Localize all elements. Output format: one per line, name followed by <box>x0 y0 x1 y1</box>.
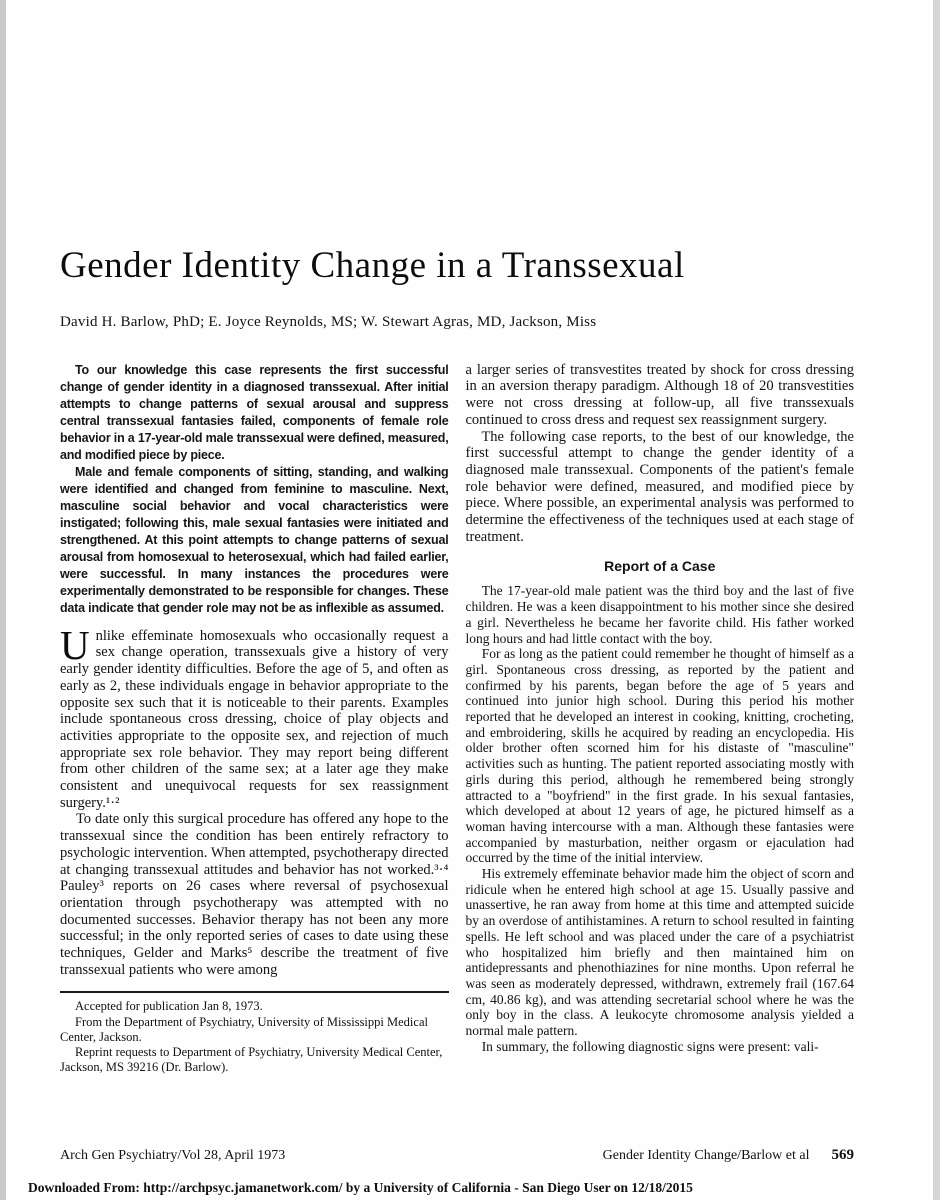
footer-right-group <box>603 1147 854 1164</box>
section-heading-report-of-a-case: Report of a Case <box>604 558 716 575</box>
page-scan-edge-right <box>933 0 940 1200</box>
footer-page-number: 569 <box>831 1147 854 1163</box>
left-body-text <box>60 621 449 979</box>
intro-paragraph <box>60 621 449 812</box>
footnote-item: Reprint requests to Department of Psychiatry, University Medical Center, Jackson, MS 39216 (Dr. Barlow). <box>60 1045 443 1075</box>
download-provenance-notice: Downloaded From: http://archpsyc.jamanetwork.com/ by a University of California - San Diego User on 12/18/2015 <box>28 1180 693 1195</box>
case-paragraph: His extremely effeminate behavior made him the object of scorn and ridicule when he entered high school at age 15. Usually passive and unassertive, he ran away from home at this time and attempted suicide by an overdose of antihistamines. A return to school resulted in fainting spells. He left school and was placed under the care of a psychiatrist who hospitalized him briefly and then maintained him on antidepressants and phenothiazines for nine months. Upon referral he was seen as moderately depressed, withdrawn, extremely frail (167.64 cm, 40.86 kg), and was attending secretarial school where he was the only boy in the class. A leukocyte chromosome analysis yielded a normal male pattern. <box>465 866 854 1039</box>
case-paragraph: In summary, the following diagnostic signs were present: vali- <box>481 1038 819 1054</box>
drop-cap-letter: U <box>60 621 90 668</box>
right-column <box>466 362 855 1055</box>
case-paragraph: The 17-year-old male patient was the third boy and the last of five children. He was a keen disappointment to his mother since she desired a girl. Nevertheless he became her favorite child. His father worked long hours and had little contact with the boy. <box>465 583 854 646</box>
footnote-item: From the Department of Psychiatry, University of Mississippi Medical Center, Jackson. <box>60 1014 428 1044</box>
footer-journal-citation: Arch Gen Psychiatry/Vol 28, April 1973 <box>60 1148 286 1163</box>
footnote-item: Accepted for publication Jan 8, 1973. <box>75 999 263 1014</box>
continuation-paragraph: a larger series of transvestites treated by shock for cross dressing in an aversion therapy paradigm. Although 18 of 20 transvestities were not cross dressing at follow-up, all five transsexuals continued to cross dress and request sex reassignment surgery. <box>465 361 854 428</box>
body-paragraph: To date only this surgical procedure has offered any hope to the transsexual since the condition has been entirely refractory to psychologic intervention. When attempted, psychotherapy directed at changing transsexual attitudes and behavior has not worked.³·⁴ Pauley³ reports on 26 cases where reversal of psychosexual orientation through psychotherapy was attempted with no documented successes. Behavior therapy has not been any more successful; in the only reported series of cases to date using these techniques, Gelder and Marks⁵ describe the treatment of five transsexual patients who were among <box>60 811 449 978</box>
article-byline: David H. Barlow, PhD; E. Joyce Reynolds, MS; W. Stewart Agras, MD, Jackson, Miss <box>60 313 597 330</box>
case-paragraph: For as long as the patient could remember he thought of himself as a girl. Spontaneous cross dressing, as reported by the patient and confirmed by his parents, began before the age of 5 years and continued into junior high school. During this period his mother reported that he developed an interest in cooking, knitting, crocheting, and embroidering, skills he acquired by reading an encyclopedia. His older brother often scorned him for his distaste of "masculine" activities such as hunting. The patient reported associating mostly with girls during this period, although he remembered being strongly attracted to a "boyfriend" in the first grade. In his sexual fantasies, which developed at about 12 years of age, he pictured himself as a woman having intercourse with a man. Although these fantasies were accompanied by masturbation, neither orgasm or ejaculation had occurred by the time of the initial interview. <box>465 646 854 866</box>
article-content <box>60 246 854 1075</box>
abstract-block <box>60 362 449 617</box>
footer-running-title: Gender Identity Change/Barlow et al <box>602 1148 810 1163</box>
body-paragraph: The following case reports, to the best of our knowledge, the first successful attempt to change the gender identity of a diagnosed male transsexual. Components of the patient's female role behavior were defined, measured, and modified piece by piece. Where possible, an experimental analysis was performed to determine the effectiveness of the techniques used at each stage of treatment. <box>465 428 854 545</box>
page-footer <box>60 1147 854 1164</box>
footnote-block <box>60 991 449 1075</box>
page-scan-edge-left <box>0 0 6 1200</box>
intro-paragraph-text: nlike effeminate homosexuals who occasionally request a sex change operation, transsexuals give a history of very early gender identity difficulties. Before the age of 5, and often as early as 2, these individuals engage in behavior appropriate to the opposite sex such that it is noticeable to their parents. Examples include spontaneous cross dressing, choice of play objects and activities appropriate to the opposite sex, and rejection of much appropriate sex role behavior. They may report being different from other children of the same sex; at a later age they make consistent and unequivocal requests for sex reassignment surgery.¹·² <box>60 627 449 811</box>
two-column-layout <box>60 362 854 1076</box>
right-body-text <box>466 362 855 546</box>
left-column <box>60 362 449 1076</box>
abstract-paragraph: Male and female components of sitting, standing, and walking were identified and changed from feminine to masculine. Next, masculine social behavior and vocal characteristics were instigated; following this, male sexual fantasies were initiated and strengthened. At this point attempts to change patterns of sexual arousal from homosexual to heterosexual, which had failed earlier, were successful. In many instances the procedures were experimentally demonstrated to be responsible for changes. These data indicate that gender role may not be as inflexible as assumed. <box>60 464 449 615</box>
article-title: Gender Identity Change in a Transsexual <box>60 245 685 286</box>
abstract-paragraph: To our knowledge this case represents the first successful change of gender identity in a diagnosed transsexual. After initial attempts to change patterns of sexual arousal and suppress central transsexual fantasies failed, components of female role behavior in a 17-year-old male transsexual were defined, measured, and modified piece by piece. <box>60 362 449 462</box>
case-report-text <box>466 583 855 1054</box>
